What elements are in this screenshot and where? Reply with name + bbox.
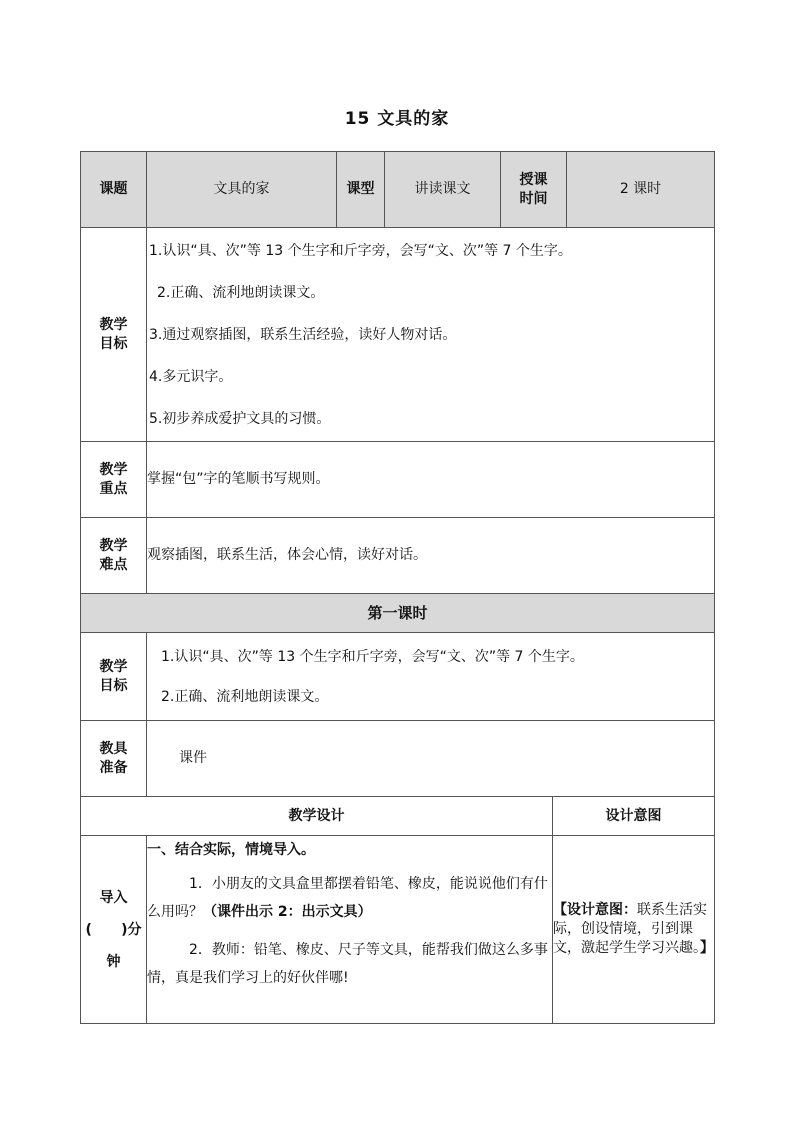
- intro-label: [81, 836, 147, 1024]
- difficulties-label: [81, 518, 147, 594]
- first-lesson-goals-list: [147, 633, 715, 721]
- intro-label-line3: 钟: [106, 953, 121, 970]
- difficulties-label-line1: 教学: [99, 537, 128, 554]
- intro-label-line2: ( )分: [85, 921, 142, 938]
- intent-col-header: 设计意图: [553, 797, 715, 836]
- goal-item: 4.多元识字。: [149, 368, 233, 385]
- first-lesson-heading: 第一课时: [81, 594, 715, 633]
- tools-label-line2: 准备: [99, 759, 128, 776]
- design-intent: [553, 836, 715, 1024]
- page-title: 15 文具的家: [344, 109, 450, 129]
- intent-close: 】: [700, 939, 714, 956]
- paragraph-1-text: 1．小朋友的文具盒里都摆着铅笔、橡皮，能说说他们有什么用吗？: [147, 876, 548, 920]
- goals-label-line2: 目标: [99, 335, 128, 352]
- intent-text: 联系生活实际，创设情境，引到课文，激起学生学习兴趣。: [553, 902, 707, 956]
- intent-open: 【设计意图：: [553, 902, 637, 919]
- type-label: 课型: [337, 152, 385, 228]
- time-label-line2: 时间: [519, 190, 548, 207]
- key-points-label-line1: 教学: [99, 461, 128, 478]
- goals-row: [81, 228, 715, 442]
- tools-row: [81, 721, 715, 797]
- first-lesson-goals-row: [81, 633, 715, 721]
- first-lesson-goal-item: 2.正确、流利地朗读课文。: [161, 688, 329, 705]
- goals-label-line1: 教学: [99, 316, 128, 333]
- tools-label: [81, 721, 147, 797]
- goal-item: 2.正确、流利地朗读课文。: [157, 284, 325, 301]
- key-points-label-line2: 重点: [99, 480, 128, 497]
- difficulties-label-line2: 难点: [99, 556, 128, 573]
- time-label-line1: 授课: [519, 171, 548, 188]
- first-lesson-goals-label-line1: 教学: [99, 658, 128, 675]
- intro-label-line1: 导入: [99, 889, 128, 906]
- design-header-row: [81, 797, 715, 836]
- time-label: [501, 152, 567, 228]
- goal-item: 3.通过观察插图，联系生活经验，读好人物对话。: [149, 326, 457, 343]
- header-row: [81, 152, 715, 228]
- tools-label-line1: 教具: [99, 740, 128, 757]
- time-value: 2 课时: [567, 152, 715, 228]
- key-points-label: [81, 442, 147, 518]
- goal-item: 1.认识“具、次”等 13 个生字和斤字旁，会写“文、次”等 7 个生字。: [149, 242, 572, 259]
- design-paragraph-2: 2．教师：铅笔、橡皮、尺子等文具，能帮我们做这么多事情，真是我们学习上的好伙伴哪!: [147, 942, 548, 986]
- design-body-row: [81, 836, 715, 1024]
- type-value: 讲读课文: [385, 152, 501, 228]
- goal-item: 5.初步养成爱护文具的习惯。: [149, 410, 331, 427]
- lesson-plan-table: [80, 151, 715, 1024]
- paragraph-1-courseware-note: （课件出示 2：出示文具）: [203, 904, 372, 920]
- difficulties-row: [81, 518, 715, 594]
- difficulties-text: 观察插图，联系生活，体会心情，读好对话。: [147, 518, 715, 594]
- section-heading: 一、结合实际，情境导入。: [147, 842, 315, 858]
- goals-label: [81, 228, 147, 442]
- topic-value: 文具的家: [147, 152, 337, 228]
- design-content: [147, 836, 553, 1024]
- topic-label: 课题: [81, 152, 147, 228]
- first-lesson-goal-item: 1.认识“具、次”等 13 个生字和斤字旁，会写“文、次”等 7 个生字。: [161, 648, 584, 665]
- design-paragraph-1: [147, 870, 552, 926]
- key-points-text: 掌握“包”字的笔顺书写规则。: [147, 442, 715, 518]
- goals-list: [147, 228, 715, 442]
- first-lesson-row: [81, 594, 715, 633]
- design-col-header: 教学设计: [81, 797, 553, 836]
- first-lesson-goals-label: [81, 633, 147, 721]
- tools-value: 课件: [147, 721, 715, 797]
- first-lesson-goals-label-line2: 目标: [99, 677, 128, 694]
- key-points-row: [81, 442, 715, 518]
